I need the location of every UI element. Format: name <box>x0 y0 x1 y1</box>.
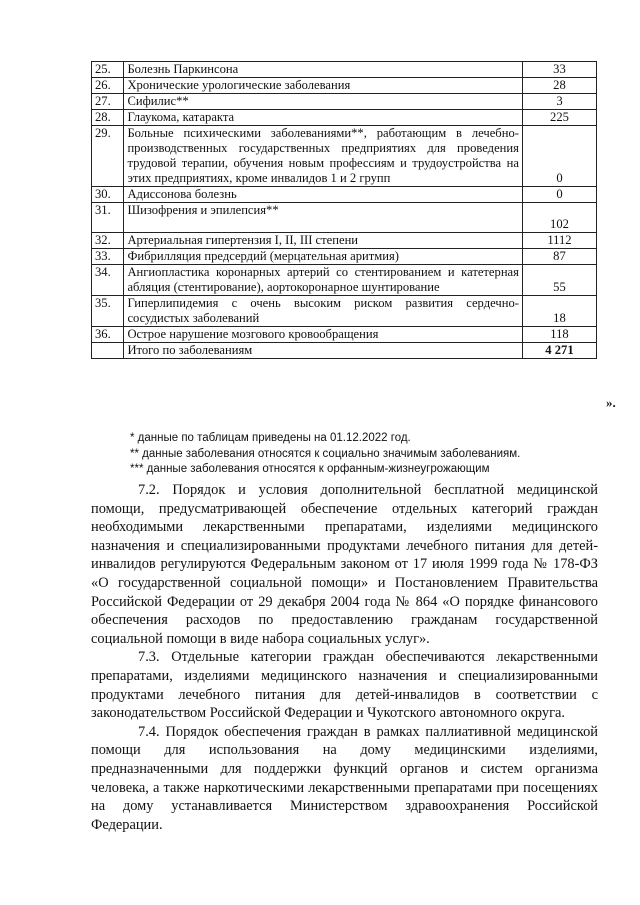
patient-count: 102 <box>522 203 596 233</box>
row-number: 36. <box>92 327 124 343</box>
row-number: 30. <box>92 187 124 203</box>
disease-name: Артериальная гипертензия I, II, III степени <box>124 233 523 249</box>
patient-count: 87 <box>522 249 596 265</box>
row-number: 29. <box>92 126 124 187</box>
disease-name: Острое нарушение мозгового кровообращения <box>124 327 523 343</box>
disease-name: Сифилис** <box>124 94 523 110</box>
patient-count: 3 <box>522 94 596 110</box>
table-row <box>92 62 597 78</box>
row-number: 31. <box>92 203 124 233</box>
row-number: 25. <box>92 62 124 78</box>
disease-name: Ангиопластика коронарных артерий со стентированием и катетерная абляция (стентирование), аортокоронарное шунтирование <box>124 265 523 296</box>
total-label: Итого по заболеваниям <box>124 343 523 359</box>
paragraph-7-4: 7.4. Порядок обеспечения граждан в рамках паллиативной медицинской помощи для использования на дому медицинскими изделиями, предназначенными для поддержки функций органов и систем организма человека, а также наркотическими лекарственными препаратами при посещениях на дому устанавливается Министерством здравоохранения Российской Федерации. <box>91 723 598 833</box>
table-total-row <box>92 343 597 359</box>
patient-count: 1112 <box>522 233 596 249</box>
table-row <box>92 187 597 203</box>
footnote: *** данные заболевания относятся к орфанным-жизнеугрожающим <box>130 463 490 475</box>
row-number: 35. <box>92 296 124 327</box>
row-number: 34. <box>92 265 124 296</box>
paragraph-7-3: 7.3. Отдельные категории граждан обеспечиваются лекарственными препаратами, изделиями медицинского назначения и специализированными продуктами лечебного питания для детей-инвалидов в соответствии с законодательством Российской Федерации и Чукотского автономного округа. <box>91 649 598 722</box>
table-row <box>92 265 597 296</box>
row-number: 32. <box>92 233 124 249</box>
patient-count: 0 <box>522 187 596 203</box>
patient-count: 55 <box>522 265 596 296</box>
row-number: 27. <box>92 94 124 110</box>
paragraph-7-2: 7.2. Порядок и условия дополнительной бесплатной медицинской помощи, предусматривающей обеспечение отдельных категорий граждан необходимыми лекарственными препаратами, изделиями медицинского назначения и специализированными продуктами лечебного питания для детей-инвалидов регулируются Федеральным законом от 17 июля 1999 года № 178-ФЗ «О государственной социальной помощи» и Постановлением Правительства Российской Федерации от 29 декабря 2004 года № 864 «О порядке финансового обеспечения расходов по предоставлению гражданам государственной социальной помощи в виде набора социальных услуг». <box>91 482 598 647</box>
disease-name: Гиперлипидемия с очень высоким риском развития сердечно-сосудистых заболеваний <box>124 296 523 327</box>
patient-count: 28 <box>522 78 596 94</box>
table-row <box>92 110 597 126</box>
table-row <box>92 94 597 110</box>
row-number <box>92 343 124 359</box>
disease-name: Глаукома, катаракта <box>124 110 523 126</box>
patient-count: 118 <box>522 327 596 343</box>
table-row <box>92 126 597 187</box>
disease-name: Хронические урологические заболевания <box>124 78 523 94</box>
disease-name: Болезнь Паркинсона <box>124 62 523 78</box>
footnote: * данные по таблицам приведены на 01.12.2022 год. <box>130 432 411 444</box>
table-row <box>92 78 597 94</box>
row-number: 28. <box>92 110 124 126</box>
table-row <box>92 233 597 249</box>
table-row <box>92 249 597 265</box>
patient-count: 18 <box>522 296 596 327</box>
disease-name: Больные психическими заболеваниями**, работающим в лечебно-производственных государственных предприятиях для проведения трудовой терапии, обучения новым профессиям и трудоустройства на этих предприятиях, кроме инвалидов 1 и 2 групп <box>124 126 523 187</box>
disease-name: Фибрилляция предсердий (мерцательная аритмия) <box>124 249 523 265</box>
table-footnotes <box>130 431 520 478</box>
table-row <box>92 296 597 327</box>
disease-table <box>91 61 597 359</box>
table-row <box>92 327 597 343</box>
table-row <box>92 203 597 233</box>
patient-count: 33 <box>522 62 596 78</box>
patient-count: 225 <box>522 110 596 126</box>
document-body <box>91 481 598 834</box>
row-number: 26. <box>92 78 124 94</box>
footnote: ** данные заболевания относятся к социально значимым заболеваниям. <box>130 447 521 460</box>
patient-count: 0 <box>522 126 596 187</box>
disease-name: Шизофрения и эпилепсия** <box>124 203 523 233</box>
disease-name: Адиссонова болезнь <box>124 187 523 203</box>
total-value: 4 271 <box>522 343 596 359</box>
row-number: 33. <box>92 249 124 265</box>
closing-quote-mark: ». <box>606 395 616 410</box>
